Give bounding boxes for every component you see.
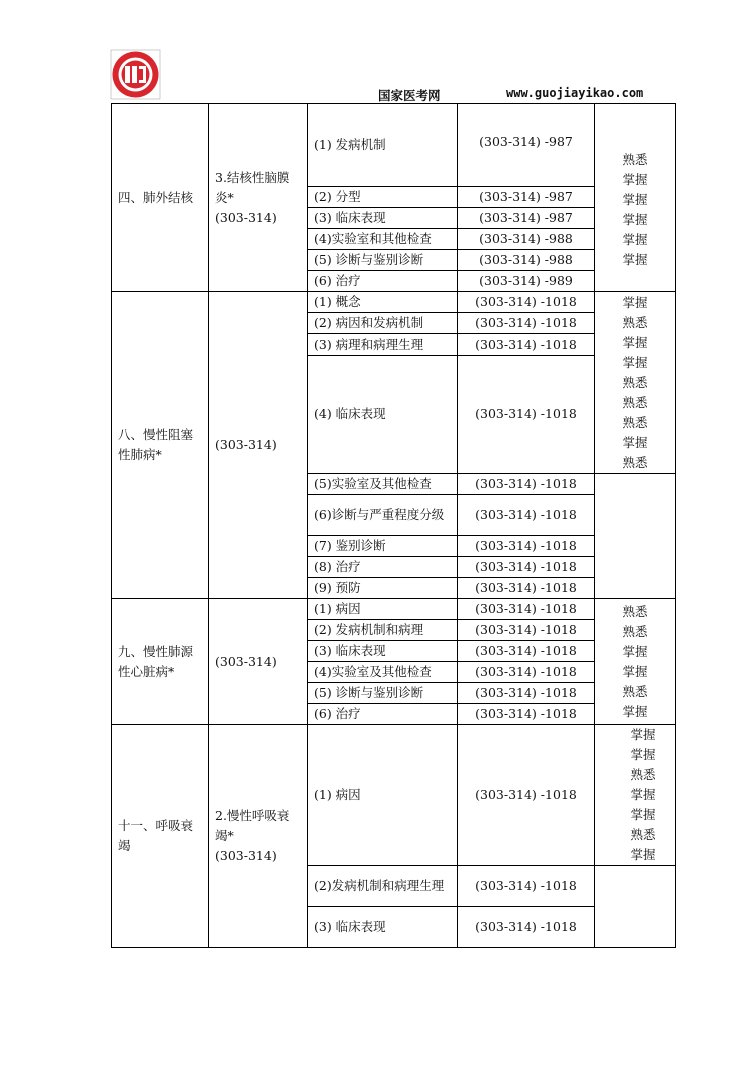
requirement: 熟悉 bbox=[622, 375, 648, 390]
topic-cell: 四、肺外结核 bbox=[112, 104, 209, 292]
subtopic-line: (303-314) bbox=[215, 848, 277, 863]
requirement: 掌握 bbox=[622, 252, 648, 267]
requirement: 掌握 bbox=[622, 663, 648, 679]
requirement-cell bbox=[595, 104, 676, 292]
item-label: (2) 发病机制和病理 bbox=[308, 620, 458, 641]
requirement: 熟悉 bbox=[622, 455, 648, 470]
topic-cell: 八、慢性阻塞性肺病* bbox=[112, 292, 209, 599]
site-name: 国家医考网 bbox=[378, 88, 441, 103]
requirement: 掌握 bbox=[630, 847, 656, 862]
item-ref: (303-314) -987 bbox=[458, 187, 595, 208]
item-ref: (303-314) -1018 bbox=[458, 334, 595, 355]
item-ref: (303-314) -1018 bbox=[458, 725, 595, 866]
item-ref: (303-314) -1018 bbox=[458, 683, 595, 704]
item-ref: (303-314) -987 bbox=[458, 104, 595, 187]
item-label: (2) 病因和发病机制 bbox=[308, 313, 458, 334]
item-ref: (303-314) -987 bbox=[458, 208, 595, 229]
item-ref: (303-314) -1018 bbox=[458, 355, 595, 473]
requirement-cell bbox=[595, 292, 676, 474]
subtopic-cell: (303-314) bbox=[209, 292, 308, 599]
item-ref: (303-314) -1018 bbox=[458, 620, 595, 641]
requirement: 掌握 bbox=[622, 212, 648, 227]
item-ref: (303-314) -1018 bbox=[458, 474, 595, 495]
item-label: (5)实验室及其他检查 bbox=[308, 474, 458, 495]
item-label: (8) 治疗 bbox=[308, 557, 458, 578]
subtopic-cell bbox=[209, 104, 308, 292]
item-ref: (303-314) -1018 bbox=[458, 536, 595, 557]
item-label: (2) 分型 bbox=[308, 187, 458, 208]
requirement: 掌握 bbox=[630, 727, 656, 742]
requirement: 掌握 bbox=[622, 232, 648, 247]
item-label: (2)发病机制和病理生理 bbox=[308, 866, 458, 907]
site-url: www.guojiayikao.com bbox=[506, 86, 644, 100]
requirement: 掌握 bbox=[622, 355, 648, 370]
item-ref: (303-314) -988 bbox=[458, 229, 595, 250]
requirement: 熟悉 bbox=[622, 395, 648, 410]
item-label: (9) 预防 bbox=[308, 578, 458, 599]
requirement: 掌握 bbox=[622, 295, 648, 310]
item-label: (5) 诊断与鉴别诊断 bbox=[308, 250, 458, 271]
item-label: (6) 治疗 bbox=[308, 704, 458, 725]
item-ref: (303-314) -1018 bbox=[458, 292, 595, 313]
subtopic-line: 2.慢性呼吸衰 bbox=[215, 808, 290, 823]
subtopic-line: 3.结核性脑膜 bbox=[215, 169, 290, 185]
subtopic-cell: (303-314) bbox=[209, 599, 308, 725]
requirement: 熟悉 bbox=[622, 152, 648, 167]
requirement-cell-empty bbox=[595, 866, 676, 948]
requirement: 熟悉 bbox=[630, 767, 656, 782]
item-ref: (303-314) -1018 bbox=[458, 866, 595, 907]
item-label: (6) 治疗 bbox=[308, 271, 458, 292]
item-ref: (303-314) -1018 bbox=[458, 704, 595, 725]
requirement: 掌握 bbox=[622, 435, 648, 450]
item-ref: (303-314) -1018 bbox=[458, 599, 595, 620]
item-ref: (303-314) -989 bbox=[458, 271, 595, 292]
item-label: (1) 病因 bbox=[308, 599, 458, 620]
item-label: (4) 临床表现 bbox=[308, 355, 458, 473]
requirement: 掌握 bbox=[622, 192, 648, 207]
item-ref: (303-314) -1018 bbox=[458, 557, 595, 578]
item-label: (3) 临床表现 bbox=[308, 208, 458, 229]
item-ref: (303-314) -1018 bbox=[458, 662, 595, 683]
requirement: 熟悉 bbox=[622, 623, 648, 639]
item-ref: (303-314) -1018 bbox=[458, 641, 595, 662]
topic-cell: 十一、呼吸衰竭 bbox=[112, 725, 209, 948]
item-label: (3) 临床表现 bbox=[308, 907, 458, 948]
requirement: 掌握 bbox=[630, 787, 656, 802]
subtopic-line: (303-314) bbox=[215, 209, 277, 225]
requirement: 熟悉 bbox=[622, 415, 648, 430]
requirement: 掌握 bbox=[622, 643, 648, 659]
item-label: (5) 诊断与鉴别诊断 bbox=[308, 683, 458, 704]
item-ref: (303-314) -1018 bbox=[458, 578, 595, 599]
item-ref: (303-314) -1018 bbox=[458, 313, 595, 334]
item-ref: (303-314) -1018 bbox=[458, 907, 595, 948]
requirement: 掌握 bbox=[622, 335, 648, 350]
requirement-cell-empty bbox=[595, 474, 676, 599]
subtopic-line: 竭* bbox=[215, 828, 234, 843]
item-ref: (303-314) -1018 bbox=[458, 495, 595, 536]
item-label: (4)实验室及其他检查 bbox=[308, 662, 458, 683]
syllabus-table bbox=[111, 103, 676, 948]
requirement-cell bbox=[595, 725, 676, 866]
requirement: 熟悉 bbox=[622, 603, 648, 619]
requirement: 掌握 bbox=[622, 703, 648, 719]
requirement: 掌握 bbox=[622, 172, 648, 187]
requirement-cell bbox=[595, 599, 676, 725]
item-label: (1) 发病机制 bbox=[308, 104, 458, 187]
item-label: (3) 病理和病理生理 bbox=[308, 334, 458, 355]
requirement: 熟悉 bbox=[630, 827, 656, 842]
subtopic-cell bbox=[209, 725, 308, 948]
item-label: (1) 概念 bbox=[308, 292, 458, 313]
item-label: (7) 鉴别诊断 bbox=[308, 536, 458, 557]
requirement: 掌握 bbox=[630, 807, 656, 822]
item-label: (3) 临床表现 bbox=[308, 641, 458, 662]
requirement: 熟悉 bbox=[622, 683, 648, 699]
requirement: 掌握 bbox=[630, 747, 656, 762]
topic-cell: 九、慢性肺源性心脏病* bbox=[112, 599, 209, 725]
item-label: (4)实验室和其他检查 bbox=[308, 229, 458, 250]
logo-image bbox=[110, 49, 161, 100]
subtopic-line: 炎* bbox=[215, 189, 234, 205]
item-label: (6)诊断与严重程度分级 bbox=[308, 495, 458, 536]
requirement: 熟悉 bbox=[622, 315, 648, 330]
item-ref: (303-314) -988 bbox=[458, 250, 595, 271]
item-label: (1) 病因 bbox=[308, 725, 458, 866]
